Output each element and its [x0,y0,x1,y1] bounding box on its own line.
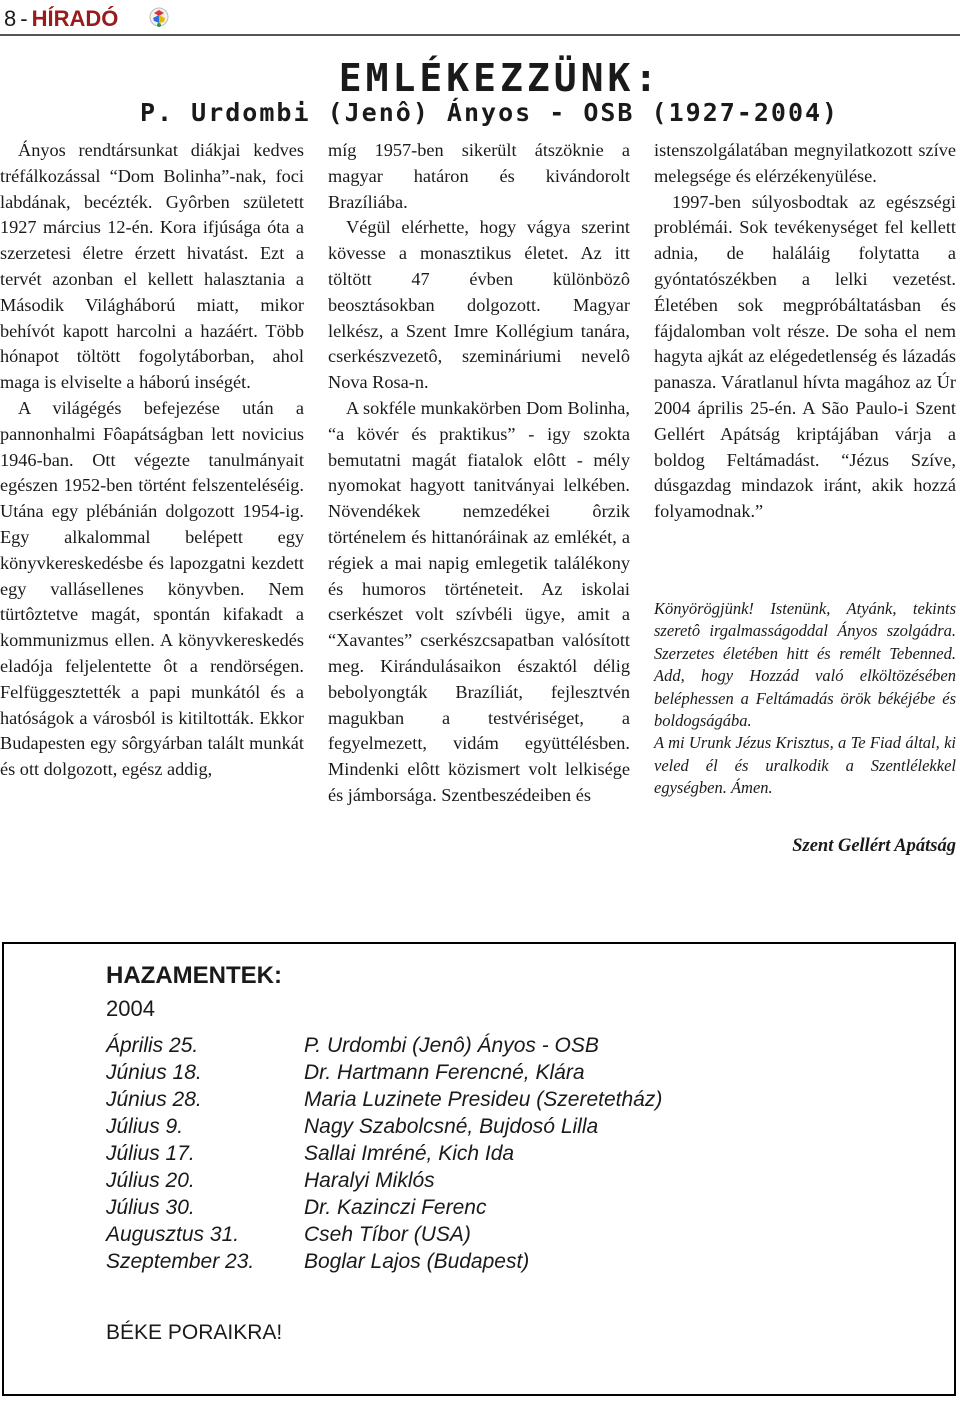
entry-date: Szeptember 23. [106,1250,255,1273]
entry-name: Dr. Hartmann Ferencné, Klára [304,1061,585,1084]
entry-name: Cseh Tíbor (USA) [304,1223,471,1246]
page-number: 8 [4,6,17,31]
entry-date: Július 20. [106,1169,195,1192]
entry-name: Haralyi Miklós [304,1169,435,1192]
entry-date: Június 18. [106,1061,202,1084]
box-year: 2004 [106,996,155,1021]
paragraph: A világégés befejezése után a pannonhalmi Fôapátságban lett novicius 1946-ban. Ott végezte tanulmányait egészen 1952-ben történt felszenteléséig. Utána egy plébánián dolgozott 1954-ig. Egy alkalommal belépett egy könyvkereskedésbe és lapozgatni kezdett egy vallásellenes könyvben. Nem türtôztetve magát, spontán kifakadt a kommunizmus ellen. A könyvkereskedés eladója feljelentette ôt a rendörségen. Felfüggesztették a papi munkától és a hatóságok a városból is kitiltották. Ekkor Budapesten egy sôrgyárban talált munkát és ott dolgozott, egész addig, [0,397,304,780]
entry-date: Június 28. [106,1088,202,1111]
entry-name: Boglar Lajos (Budapest) [304,1250,530,1273]
entry-date: Április 25. [106,1034,199,1057]
closing-text: BÉKE PORAIKRA! [106,1321,283,1344]
prayer-paragraph: A mi Urunk Jézus Krisztus, a Te Fiad által, ki veled él és uralkodik a Szentlélekkel egységben. Ámen. [654,733,956,798]
article-subtitle: P. Urdombi (Jenô) Ányos - OSB (1927-2004) [140,98,840,127]
prayer-text [654,598,956,800]
prayer-paragraph: Könyörögjünk! Istenünk, Atyánk, tekints szeretô irgalmasságoddal Ányos szolgádra. Szerzetes életében hitt és remélt Tebenned. Add, hogy Hozzád való elköltözésében beléphessen a Feltámadás örök békéjébe és boldogságába. [654,599,956,731]
article-title: EMLÉKEZZÜNK: [338,56,662,100]
paragraph: Végül elérhette, hogy vágya szerint kövesse a monasztikus életet. Az itt töltött 47 évben különbözô beosztásokban dolgozott. Magyar lelkész, a Szent Imre Kollégium tanára, cserkészvezetô, szemináriumi nevelô Nova Rosa-n. [328,217,630,393]
entry-name: Maria Luzinete Presideu (Szeretetház) [304,1088,663,1111]
list-item [106,1032,662,1059]
list-item [106,1167,662,1194]
entries-list [106,1032,662,1275]
paragraph: míg 1957-ben sikerült átszöknie a magyar határon és kivándorolt Brazíliába. [328,140,630,212]
list-item [106,1248,662,1275]
page-header [4,4,118,34]
paragraph: istenszolgálatában megnyilatkozott szíve melegsége és elérzékenyülése. [654,140,956,186]
paragraph: Ányos rendtársunkat diákjai kedves tréfálkozással “Dom Bolinha”-nak, foci labdának, becézték. Gyôrben született 1927 március 12-én. Kora ifjúsága óta a szerzetesi életre érzett hivatást. Ezt a tervét azonban el kellett halasztania a Második Világháború miatt, mikor behívót kapott harcolni a hazáért. Több hónapot töltött fogolytáborban, ahol maga is elviselte a háború inségét. [0,140,304,393]
entry-date: Július 9. [106,1115,184,1138]
entry-date: Július 30. [106,1196,195,1219]
list-item [106,1140,662,1167]
entry-name: Dr. Kazinczi Ferenc [304,1196,487,1219]
paragraph: A sokféle munkakörben Dom Bolinha, “a kövér és praktikus” - igy szokta bemutatni magát fiatalok elôtt - mély nyomokat hagyott tanitványai lelkében. Növendékek nemzedékei ôrzik történelem és hittanóráinak az emlékét, a régiek a mai napig emlegetik találékony és humoros történeteit. Az iskolai cserkészet volt szívbéli ügye, amit a “Xavantes” cserkészcsapatban valósított meg. Kirándulásaikon északtól délig bebolyongták Brazíliát, fejlesztvén magukban a testvériséget, a fegyelmezett, vidám együttélésben. Mindenki elôtt közismert volt lelkisége és jámborsága. Szentbeszédeiben és [328,397,630,805]
header-separator: - [20,6,28,31]
entry-date: Augusztus 31. [106,1223,240,1246]
box-title: HAZAMENTEK: [106,962,282,989]
article-column-3 [654,138,956,525]
paragraph: 1997-ben súlyosbodtak az egészségi problémái. Sok tevékenységet fel kellett adnia, de haláláig folytatta a gyóntatószékben a lelki vezetést. Életében sok megpróbáltatásban és fájdalomban volt része. De soha el nem hagyta ajkát az elégedetlenség és lázadás panasza. Váratlanul hívta magához az Úr 2004 április 25-én. A São Paulo-i Szent Gellért Apátság kriptájában várja a boldog Feltámadást. “Jézus Szíve, dúsgazdag mindazok iránt, akik hozzá folyamodnak.” [654,191,956,522]
list-item [106,1059,662,1086]
entry-name: Sallai Imréné, Kich Ida [304,1142,515,1165]
article-column-1 [0,138,304,783]
list-item [106,1221,662,1248]
list-item [106,1113,662,1140]
article-column-2 [328,138,630,809]
list-item [106,1086,662,1113]
entry-name: P. Urdombi (Jenô) Ányos - OSB [304,1034,599,1057]
signature: Szent Gellért Apátság [792,836,956,856]
hazamentek-box [2,942,956,1396]
colorful-emblem-icon [148,6,170,28]
header-rule [0,34,960,36]
entry-date: Július 17. [106,1142,195,1165]
list-item [106,1194,662,1221]
publication-name: HÍRADÓ [31,6,119,31]
entry-name: Nagy Szabolcsné, Bujdosó Lilla [304,1115,599,1138]
